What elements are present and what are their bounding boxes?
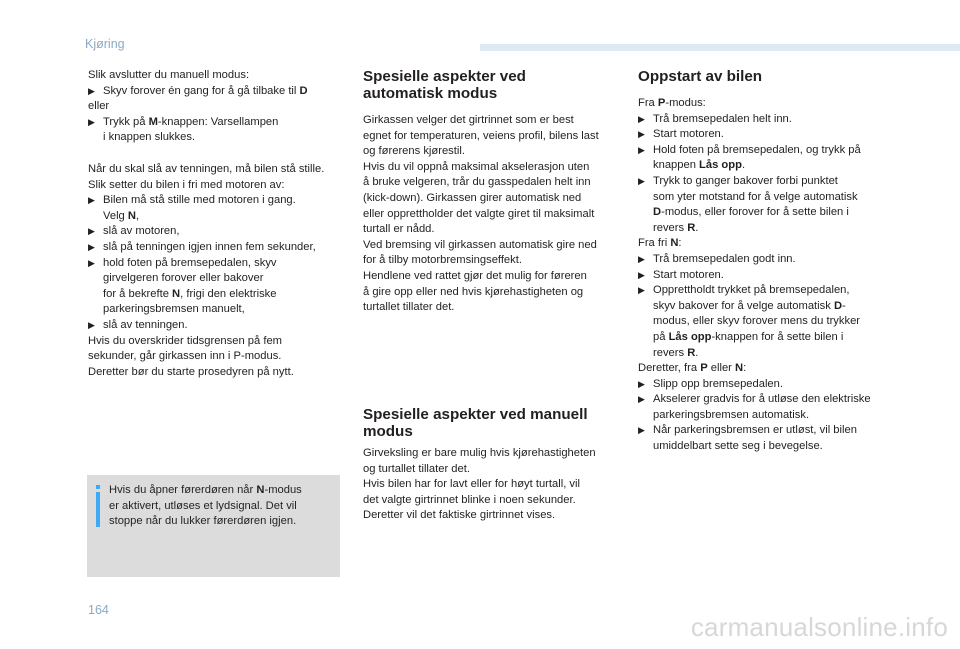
header-bar — [480, 44, 960, 51]
text: -knappen: Varsellampen — [157, 115, 279, 128]
automatic-mode-text — [363, 113, 625, 316]
info-icon — [96, 485, 100, 527]
text-line: turtallet tillater det. — [363, 301, 455, 314]
arrow-bullet-icon: ▶ — [638, 144, 645, 155]
page-number: 164 — [88, 603, 109, 617]
text: Bilen må stå stille med motoren i gang. — [103, 194, 296, 207]
paragraph: Slik avslutter du manuell modus: — [88, 69, 250, 81]
text-line: Deretter vil det faktiske girtrinnet vises. — [363, 509, 556, 522]
text: slå av motoren, — [103, 225, 180, 238]
arrow-bullet-icon: ▶ — [88, 319, 95, 330]
text-line: å gire opp eller ned hvis kjørehastigheten og — [363, 285, 584, 298]
text-line: og turtallet tillater det. — [363, 462, 470, 475]
info-text — [109, 483, 329, 530]
text-line: Ved bremsing vil girkassen automatisk gire ned — [363, 238, 597, 251]
text: hold foten på bremsepedalen, skyv — [103, 256, 277, 269]
bullet-item: ▶ Slipp opp bremsepedalen. — [638, 377, 900, 393]
paragraph: Deretter bør du starte prosedyren på nytt. — [88, 365, 294, 378]
text: , frigi den elektriske — [180, 287, 277, 300]
bullet-item — [88, 240, 350, 256]
bullet-item: ▶ Start motoren. — [638, 268, 900, 284]
text-line: Hvis du vil oppnå maksimal akselerasjon uten — [363, 160, 590, 173]
text: -modus — [264, 484, 302, 496]
arrow-bullet-icon: ▶ — [638, 378, 645, 389]
bullet-item — [88, 224, 350, 240]
text-line: det valgte girtrinnet blinke i noen sekunder. — [363, 493, 576, 506]
text: Hvis du åpner førerdøren når — [109, 484, 257, 496]
bullet-item — [88, 318, 350, 334]
text: Trykk på — [103, 115, 149, 128]
text: parkeringsbremsen manuelt, — [103, 303, 245, 316]
bullet-item: ▶ Trå bremsepedalen godt inn. — [638, 252, 900, 268]
arrow-bullet-icon: ▶ — [638, 394, 645, 405]
paragraph: Deretter, fra P eller N: — [638, 362, 747, 375]
heading-starting-car: Oppstart av bilen — [638, 68, 763, 85]
text-line: Girveksling er bare mulig hvis kjørehastigheten — [363, 447, 596, 459]
left-column — [88, 68, 350, 380]
arrow-bullet-icon: ▶ — [638, 285, 645, 296]
key-label: N — [256, 484, 265, 496]
text-line: Hvis bilen har for lavt eller for høyt turtall, vil — [363, 478, 580, 491]
paragraph: sekunder, går girkassen inn i P-modus. — [88, 350, 282, 363]
info-box — [87, 475, 340, 577]
bullet-item: ▶ Opprettholdt trykket på bremsepedalen, skyv bakover for å velge automatisk D- modus, eller skyv forover mens du trykker på Lås opp-knappen for å sette bilen i revers R. — [638, 283, 900, 361]
arrow-bullet-icon: ▶ — [88, 195, 95, 206]
key-label: D — [299, 84, 308, 97]
heading-manual-mode: Spesielle aspekter ved manuell modus — [363, 406, 588, 440]
arrow-bullet-icon: ▶ — [88, 116, 95, 127]
text: , — [135, 209, 140, 222]
text-line: (kick-down). Girkassen girer automatisk ned — [363, 191, 582, 204]
paragraph: eller — [88, 100, 110, 113]
text-line: Girkassen velger det girtrinnet som er best — [363, 114, 574, 126]
bullet-item: ▶ Hold foten på bremsepedalen, og trykk på knappen Lås opp. — [638, 143, 900, 174]
arrow-bullet-icon: ▶ — [638, 425, 645, 436]
text-line: å bruke velgeren, trår du gasspedalen helt inn — [363, 176, 591, 189]
arrow-bullet-icon: ▶ — [88, 226, 95, 237]
arrow-bullet-icon: ▶ — [638, 253, 645, 264]
text-line: turtall er nådd. — [363, 223, 435, 236]
text-line: for å tilby motorbremsingseffekt. — [363, 254, 522, 267]
paragraph: Hvis du overskrider tidsgrensen på fem — [88, 334, 283, 347]
bullet-item — [88, 256, 350, 318]
bullet-item: ▶ Start motoren. — [638, 127, 900, 143]
bullet-item: ▶ Trå bremsepedalen helt inn. — [638, 112, 900, 128]
paragraph: Når du skal slå av tenningen, må bilen stå stille. — [88, 162, 325, 175]
watermark: carmanualsonline.info — [690, 612, 948, 642]
key-label: N — [172, 287, 181, 300]
text: slå av tenningen. — [103, 318, 188, 331]
arrow-bullet-icon: ▶ — [88, 85, 95, 96]
arrow-bullet-icon: ▶ — [88, 241, 95, 252]
paragraph: Slik setter du bilen i fri med motoren av: — [88, 178, 285, 191]
text: girvelgeren forover eller bakover — [103, 272, 264, 285]
text: Skyv forover én gang for å gå tilbake til — [103, 84, 300, 97]
paragraph: Fra fri N: — [638, 237, 682, 250]
text-line: og førerens kjørestil. — [363, 145, 465, 158]
heading-automatic-mode: Spesielle aspekter ved automatisk modus — [363, 68, 526, 102]
arrow-bullet-icon: ▶ — [638, 129, 645, 140]
text: er aktivert, utløses et lydsignal. Det vil — [109, 499, 297, 512]
bullet-item — [88, 115, 350, 146]
section-title: Kjøring — [85, 37, 125, 51]
arrow-bullet-icon: ▶ — [638, 113, 645, 124]
text: Velg — [103, 209, 128, 222]
text: i knappen slukkes. — [103, 131, 196, 144]
text: stoppe når du lukker førerdøren igjen. — [109, 515, 297, 528]
key-label: N — [127, 209, 136, 222]
text-line: Hendlene ved rattet gjør det mulig for føreren — [363, 269, 587, 282]
text: for å bekrefte — [103, 287, 173, 300]
bullet-item: ▶ Akselerer gradvis for å utløse den elektriske parkeringsbremsen automatisk. — [638, 392, 900, 423]
bullet-item: ▶ Når parkeringsbremsen er utløst, vil bilen umiddelbart sette seg i bevegelse. — [638, 423, 900, 454]
starting-car-text — [638, 96, 900, 455]
text-line: eller opprettholder det valgte giret til maksimalt — [363, 207, 595, 220]
bullet-item: ▶ Trykk to ganger bakover forbi punktet som yter motstand for å velge automatisk D-modus, eller forover for å sette bilen i revers R. — [638, 174, 900, 236]
arrow-bullet-icon: ▶ — [88, 257, 95, 268]
key-label: M — [148, 115, 158, 128]
paragraph: Fra P-modus: — [638, 97, 706, 109]
arrow-bullet-icon: ▶ — [638, 175, 645, 186]
bullet-item — [88, 193, 350, 224]
bullet-item — [88, 84, 350, 100]
text: slå på tenningen igjen innen fem sekunder, — [103, 240, 316, 253]
text-line: egnet for temperaturen, veiens profil, bilens last — [363, 129, 599, 142]
arrow-bullet-icon: ▶ — [638, 269, 645, 280]
manual-mode-text — [363, 446, 625, 524]
